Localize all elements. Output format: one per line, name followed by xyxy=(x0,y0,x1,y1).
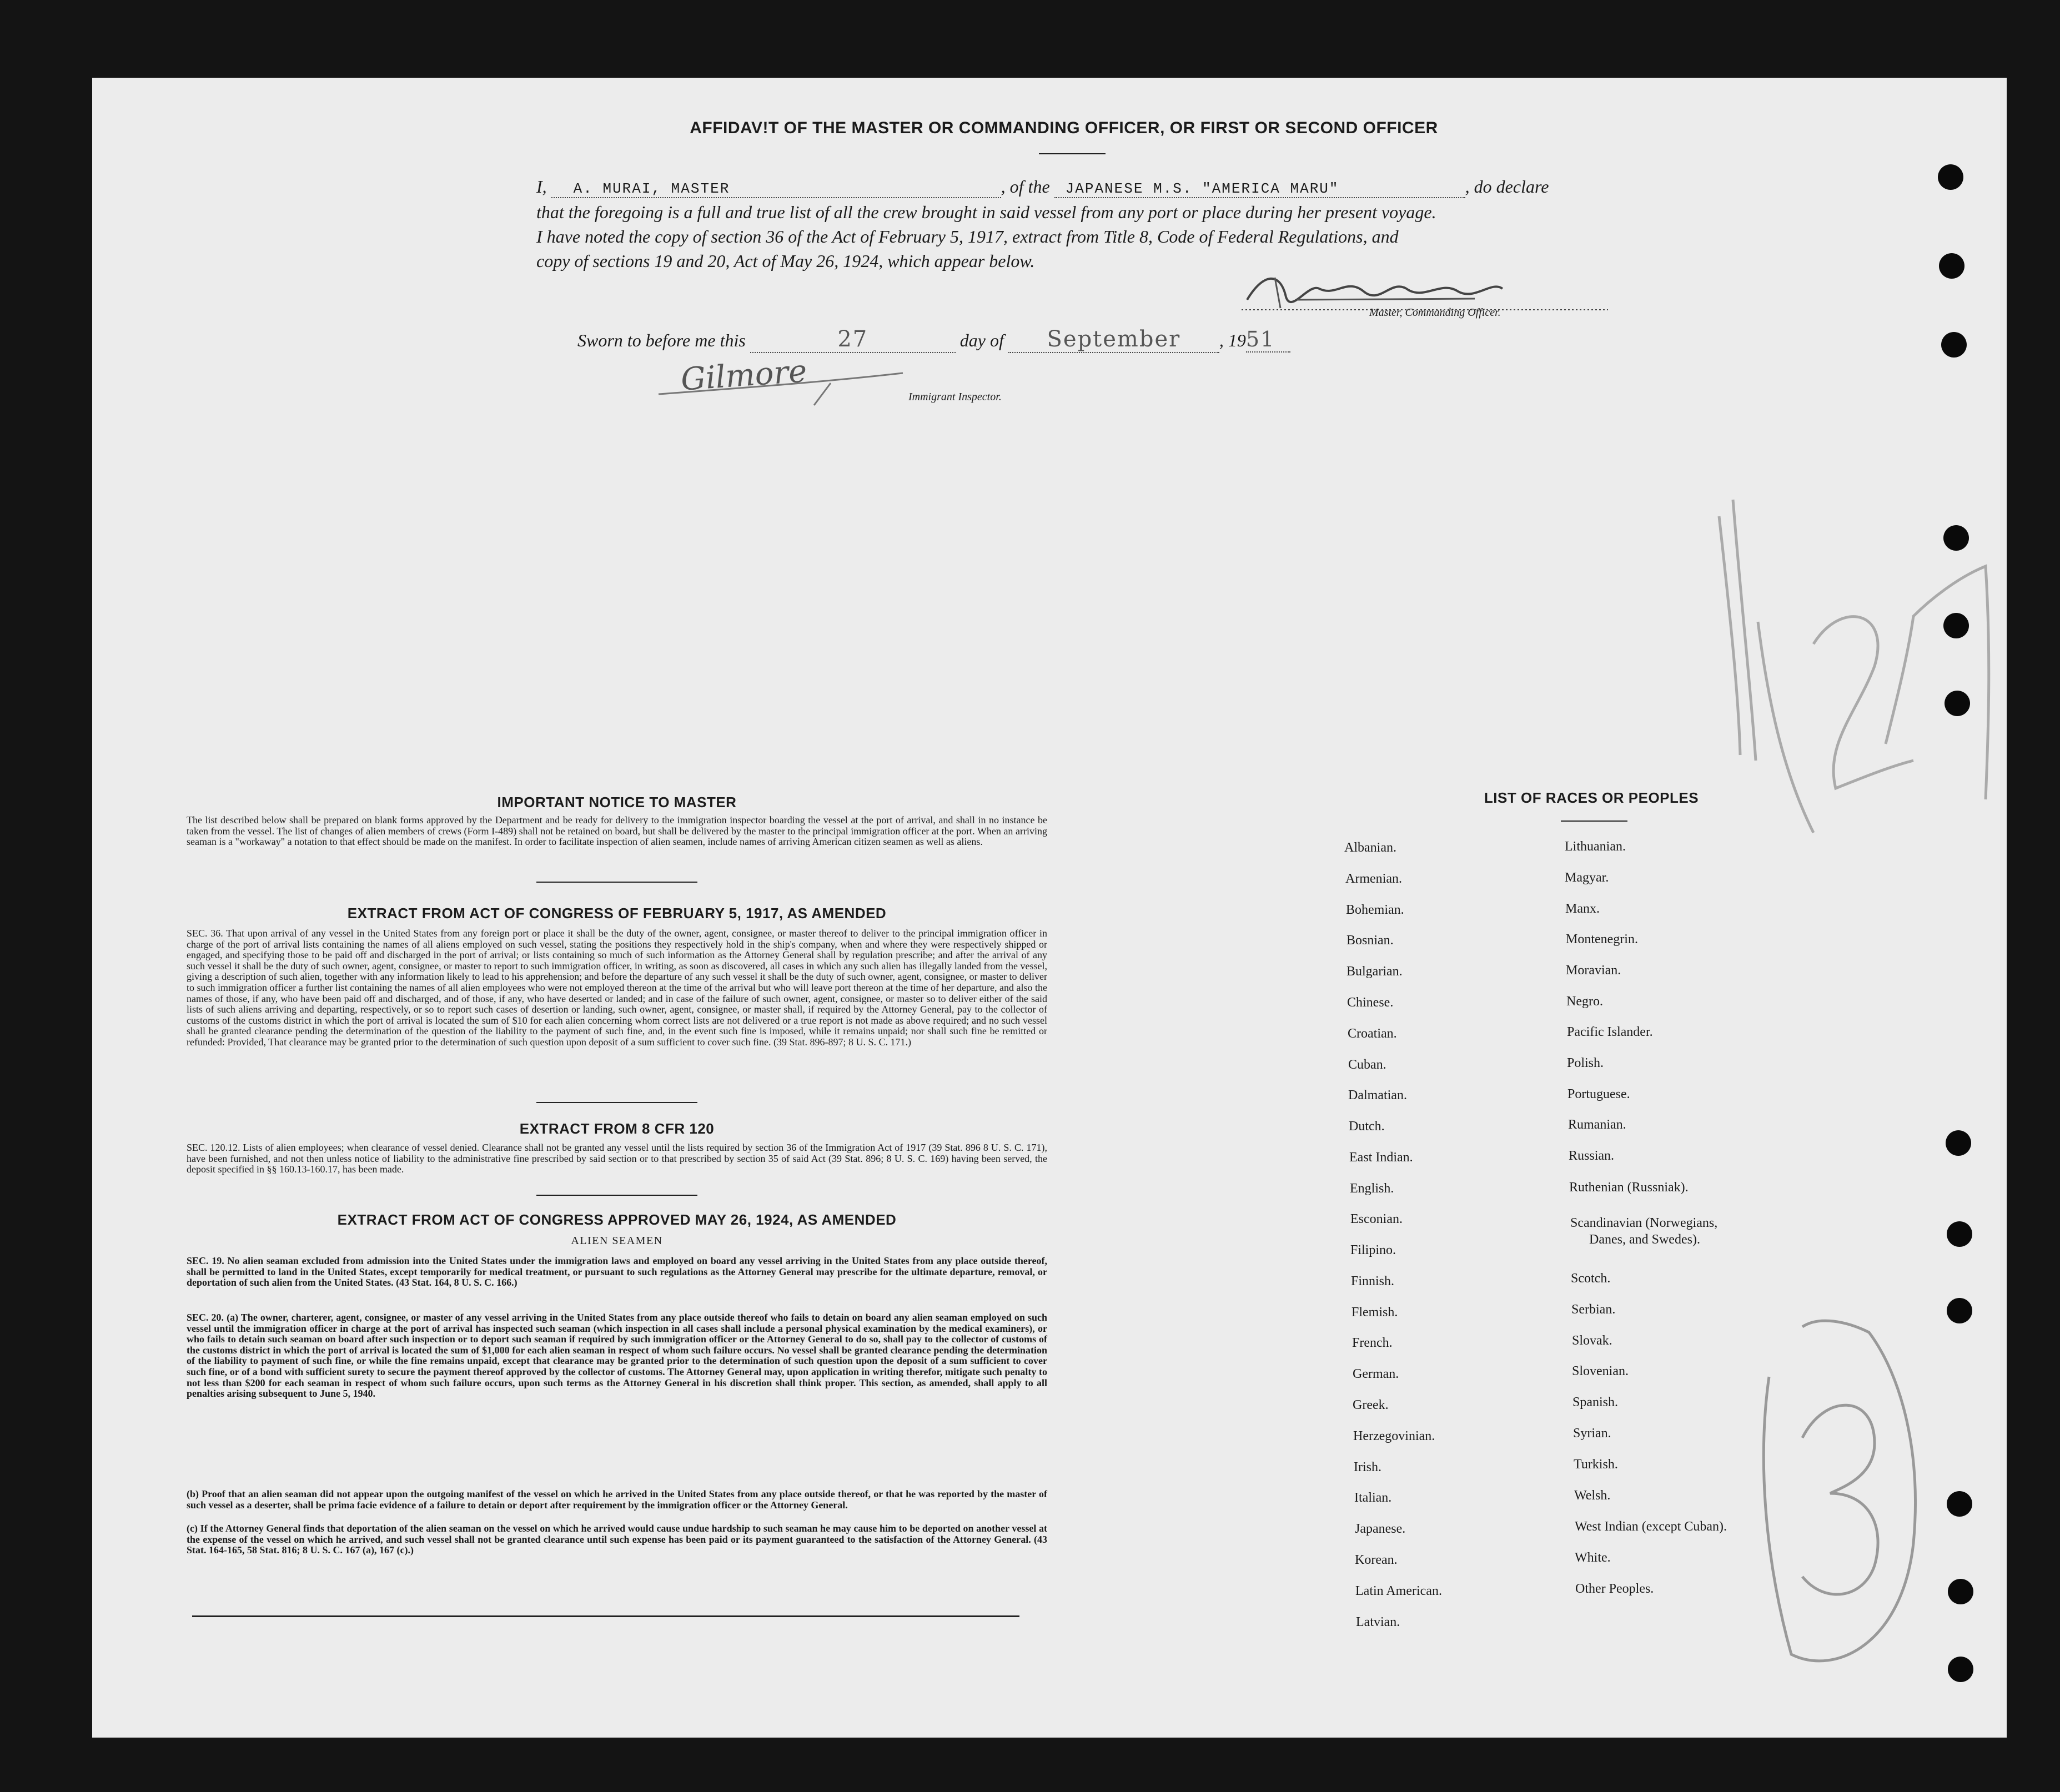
notice-divider xyxy=(536,882,697,883)
race-item: Armenian. xyxy=(1345,872,1402,886)
race-item: Montenegrin. xyxy=(1566,932,1638,947)
race-item: Portuguese. xyxy=(1567,1087,1630,1101)
race-item: Other Peoples. xyxy=(1575,1582,1654,1596)
extract-1924-title: EXTRACT FROM ACT OF CONGRESS APPROVED MAY 26, 1924, AS AMENDED xyxy=(337,1211,897,1228)
punch-hole xyxy=(1948,1579,1973,1604)
document-page xyxy=(92,78,2007,1738)
year-prefix: , 19 xyxy=(1219,330,1246,350)
declaration-line-2: that the foregoing is a full and true list of all the crew brought in said vessel from any port or place during her present voyage. xyxy=(536,202,1436,222)
race-item: Greek. xyxy=(1353,1398,1389,1412)
race-item: Slovenian. xyxy=(1572,1364,1629,1378)
race-item: Esconian. xyxy=(1350,1212,1403,1226)
handwritten-page-number xyxy=(1602,433,2024,844)
race-item: Danes, and Swedes). xyxy=(1589,1232,1700,1247)
master-name-field: A. MURAI, MASTER xyxy=(551,180,1001,198)
alien-seamen-subtitle: ALIEN SEAMEN xyxy=(571,1235,663,1247)
race-item: Japanese. xyxy=(1355,1522,1406,1536)
punch-hole xyxy=(1939,253,1964,279)
race-item: Croatian. xyxy=(1348,1026,1397,1041)
extract-cfr-divider xyxy=(536,1195,697,1196)
punch-hole xyxy=(1941,332,1967,358)
punch-hole xyxy=(1943,525,1969,551)
punch-hole xyxy=(1946,1130,1971,1156)
race-item: Italian. xyxy=(1354,1491,1392,1505)
race-item: Magyar. xyxy=(1565,870,1609,885)
race-item: Pacific Islander. xyxy=(1567,1025,1653,1039)
title-underline xyxy=(1039,153,1106,154)
punch-hole xyxy=(1947,1491,1972,1517)
sworn-month-field: September xyxy=(1008,326,1219,353)
race-item: Scandinavian (Norwegians, xyxy=(1570,1216,1718,1230)
race-item: Manx. xyxy=(1565,902,1600,916)
vessel-name-field: JAPANESE M.S. "AMERICA MARU" xyxy=(1054,180,1465,198)
race-item: Dutch. xyxy=(1349,1119,1385,1134)
sec20a-body: SEC. 20. (a) The owner, charterer, agent, consignee, or master of any vessel arriving in the United States from any place outside thereof who fails to detain on board any alien seaman employed on such vessel until the immigration officer in charge at the port of arrival has inspected such seaman (which inspection in all cases shall include a personal physical examination by the medical examiners), or who fails to detain such seaman on board after such inspection or to deport such seaman if required by such immigration officer or the Attorney General to do so, shall pay to the collector of customs of the customs district in which the port of arrival is located the sum of $1,000 for each alien seaman in respect of whom such failure occurs. No vessel shall be granted clearance pending the determination of the liability to payment of such fine, or while the fine remains unpaid, except that clearance may be granted prior to the determination of such question upon the deposit of a sum sufficient to cover such fine, or of a bond with sufficient surety to secure the payment thereof approved by the collector of customs. The Attorney General may, upon application in writing therefor, mitigate such penalty to not less than $200 for each seaman in respect of whom such failure occurs, upon such terms as the Attorney General in his discretion shall think proper. This section, as amended, shall apply to all penalties arising subsequent to June 5, 1940. xyxy=(187,1312,1047,1400)
day-of-label: day of xyxy=(959,330,1004,350)
affidavit-title: AFFIDAV!T OF THE MASTER OR COMMANDING OFFICER, OR FIRST OR SECOND OFFICER xyxy=(690,119,1438,137)
sworn-line xyxy=(577,326,1466,353)
i-label: I, xyxy=(536,177,547,197)
race-item: Korean. xyxy=(1355,1553,1398,1567)
race-item: Scotch. xyxy=(1571,1271,1611,1286)
declaration-line-3: I have noted the copy of section 36 of the Act of February 5, 1917, extract from Title 8, Code of Federal Regulations, and xyxy=(536,226,1399,246)
races-title-underline xyxy=(1561,821,1627,822)
race-item: East Indian. xyxy=(1349,1150,1413,1165)
race-item: Spanish. xyxy=(1572,1395,1619,1410)
race-item: Albanian. xyxy=(1344,840,1396,855)
bottom-rule xyxy=(192,1615,1019,1617)
notice-body: The list described below shall be prepared on blank forms approved by the Department and be ready for delivery to the immigration inspector boarding the vessel at the port of arrival, and shall in no instance be taken from the vessel. The list of changes of alien members of crews (Form I-489) shall not be retained on board, but shall be delivered by the master to the principal immigration officer at the port. When an arriving seaman is a "workaway" a notation to that effect should be made on the manifest. In order to facilitate inspection of alien seamen, include names of arriving American citizen seamen as well as aliens. xyxy=(187,814,1047,848)
punch-hole xyxy=(1943,613,1969,638)
race-item: Negro. xyxy=(1566,994,1603,1009)
race-item: Moravian. xyxy=(1566,963,1621,978)
race-item: Syrian. xyxy=(1573,1426,1611,1441)
extract-cfr-body: SEC. 120.12. Lists of alien employees; when clearance of vessel denied. Clearance shall not be granted any vessel until the lists required by section 36 of the Immigration Act of 1917 (39 Stat. 896 8 U. S. C. 171), have been furnished, and not then unless notice of liability to the administrative fine prescribed by said section or to that prescribed by section 35 of said Act (39 Stat. 896; 8 U. S. C. 169) having been served, the deposit specified in §§ 160.13-160.17, has been made. xyxy=(187,1142,1047,1175)
sec20c-body: (c) If the Attorney General finds that deportation of the alien seaman on the vessel on which he arrived would cause undue hardship to such seaman he may cause him to be deported on another vessel at the expense of the vessel on which he arrived, and such vessel shall not be granted clearance until such expense has been paid or its payment guaranteed to the satisfaction of the Attorney General. (43 Stat. 164-165, 58 Stat. 816; 8 U. S. C. 167 (a), 167 (c).) xyxy=(187,1523,1047,1556)
race-item: Turkish. xyxy=(1574,1457,1618,1472)
sworn-label: Sworn to before me this xyxy=(577,330,746,350)
race-item: German. xyxy=(1353,1367,1399,1381)
punch-hole xyxy=(1947,1298,1972,1323)
race-item: Bulgarian. xyxy=(1346,964,1403,979)
extract-1917-body: SEC. 36. That upon arrival of any vessel in the United States from any foreign port or place it shall be the duty of the owner, agent, consignee, or master thereof to deliver to the principal immigration officer in charge of the port of arrival lists containing the names of all aliens employed on such vessel, stating the positions they respectively hold in the ship's company, when and where they were respectively shipped or engaged, and specifying those to be paid off and discharged in the port of arrival; or lists containing so much of such information as the Attorney General shall by regulation prescribe; and after the arrival of any such vessel it shall be the duty of such owner, agent, consignee, or master to report to such immigration officer, in writing, as soon as discovered, all cases in which any such alien has illegally landed from the vessel, giving a description of such alien, together with any information likely to lead to his apprehension; and before the departure of any such vessel it shall be the duty of such owner, agent, consignee, or master to deliver to such immigration officer a further list containing the names of all alien employees who were not employed thereon at the time of the arrival but who will leave port thereon at the time of her departure, and also the names of those, if any, who have been paid off and discharged, and of those, if any, who have deserted or landed; and in case of the failure of such owner, agent, consignee, or master so to deliver either of the said lists of such aliens arriving and departing, respectively, or so to report such cases of desertion or landing, such owner, agent, consignee, or master shall, if required by the Attorney General, pay to the collector of customs of the customs district in which the port of arrival is located the sum of $10 for each alien concerning whom correct lists are not delivered or a true report is not made as above required; and no such vessel shall be granted clearance pending the determination of the question of the liability to the payment of such fine, and, in the event such fine is imposed, while it remains unpaid; nor shall such fine be remitted or refunded: Provided, That clearance may be granted prior to the determination of such question upon deposit of a sum sufficient to cover such fine. (39 Stat. 896-897; 8 U. S. C. 171.) xyxy=(187,928,1047,1048)
race-item: Ruthenian (Russniak). xyxy=(1569,1180,1689,1195)
race-item: Chinese. xyxy=(1347,995,1394,1010)
race-item: Latvian. xyxy=(1356,1615,1400,1629)
master-label: Master, Commanding Officer. xyxy=(1369,306,1501,319)
extract-cfr-title: EXTRACT FROM 8 CFR 120 xyxy=(519,1120,715,1137)
large-number-text xyxy=(1758,577,1759,578)
race-item: English. xyxy=(1350,1181,1394,1196)
race-item: Serbian. xyxy=(1571,1302,1616,1317)
race-item: Latin American. xyxy=(1355,1584,1442,1598)
sec20b-body: (b) Proof that an alien seaman did not appear upon the outgoing manifest of the vessel on which he arrived in the United States from any place outside thereof, or that he was reported by the master of such vessel as a deserter, shall be prima facie evidence of a failure to detain or deport after requirement by the immigration officer or the Attorney General. xyxy=(187,1488,1047,1511)
race-item: Polish. xyxy=(1567,1056,1604,1070)
race-item: West Indian (except Cuban). xyxy=(1575,1519,1727,1534)
sec19-body: SEC. 19. No alien seaman excluded from admission into the United States under the immigration laws and employed on board any vessel arriving in the United States from any place outside thereof, shall be permitted to land in the United States, except temporarily for medical treatment, or pursuant to such regulations as the Attorney General may prescribe for the ultimate departure, removal, or deportation of such alien from the United States. (43 Stat. 164, 8 U. S. C. 166.) xyxy=(187,1255,1047,1288)
race-item: Herzegovinian. xyxy=(1353,1429,1435,1443)
declaration-line-4: copy of sections 19 and 20, Act of May 26, 1924, which appear below. xyxy=(536,251,1035,271)
races-title: LIST OF RACES OR PEOPLES xyxy=(1484,789,1699,806)
circled-number-annotation xyxy=(1736,1310,1925,1677)
race-item: Slovak. xyxy=(1572,1333,1612,1348)
race-item: Finnish. xyxy=(1351,1274,1395,1288)
race-item: Lithuanian. xyxy=(1565,839,1626,854)
extract-1917-title: EXTRACT FROM ACT OF CONGRESS OF FEBRUARY 5, 1917, AS AMENDED xyxy=(347,905,887,922)
sworn-year-field: 51 xyxy=(1246,327,1290,353)
inspector-label: Immigrant Inspector. xyxy=(908,391,1002,403)
notice-title: IMPORTANT NOTICE TO MASTER xyxy=(497,794,737,811)
extract-1917-divider xyxy=(536,1102,697,1103)
sworn-day-field: 27 xyxy=(750,326,956,353)
inspector-signature-stroke xyxy=(647,366,958,411)
race-item: Irish. xyxy=(1354,1460,1381,1474)
inspector-signature: Gilmore xyxy=(680,353,808,398)
race-item: Cuban. xyxy=(1348,1058,1386,1072)
race-item: French. xyxy=(1352,1336,1393,1350)
race-item: Flemish. xyxy=(1351,1305,1398,1320)
punch-hole xyxy=(1947,1221,1972,1247)
race-item: Filipino. xyxy=(1350,1243,1396,1257)
punch-hole xyxy=(1948,1657,1973,1682)
race-item: Rumanian. xyxy=(1568,1118,1626,1132)
do-declare-label: , do declare xyxy=(1465,177,1549,197)
punch-hole xyxy=(1945,691,1970,716)
punch-hole xyxy=(1938,164,1963,190)
race-item: Bohemian. xyxy=(1346,903,1404,917)
race-item: Bosnian. xyxy=(1346,933,1394,948)
race-item: White. xyxy=(1575,1551,1611,1565)
race-item: Dalmatian. xyxy=(1348,1088,1407,1103)
race-item: Russian. xyxy=(1569,1149,1615,1163)
of-the-label: , of the xyxy=(1001,177,1050,197)
declaration-line xyxy=(536,177,1691,198)
race-item: Welsh. xyxy=(1574,1488,1611,1503)
